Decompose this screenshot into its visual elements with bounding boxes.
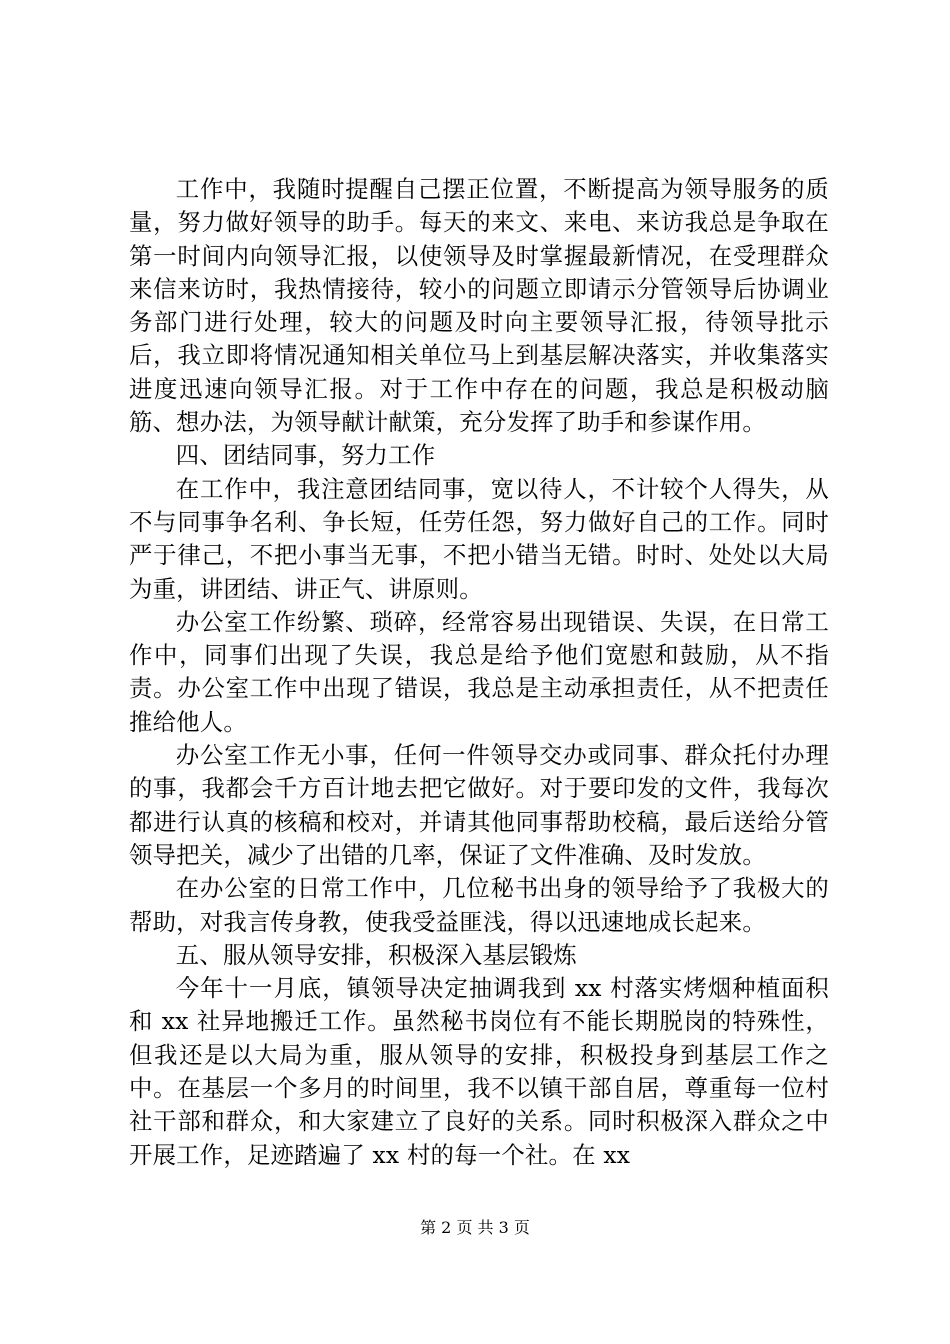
- page-footer: 第 2 页 共 3 页: [420, 1218, 530, 1237]
- paragraph-1: 工作中，我随时提醒自己摆正位置，不断提高为领导服务的质量，努力做好领导的助手。每天的来文、来电、来访我总是争取在第一时间内向领导汇报，以使领导及时掌握最新情况，在受理群众来信来访时，我热情接待，较小的问题立即请示分管领导后协调业务部门进行处理，较大的问题及时向主要领导汇报，待领导批示后，我立即将情况通知相关单位马上到基层解决落实，并收集落实进度迅速向领导汇报。对于工作中存在的问题，我总是积极动脑筋、想办法，为领导献计献策，充分发挥了助手和参谋作用。: [129, 175, 829, 437]
- paragraph-5: 在办公室的日常工作中，几位秘书出身的领导给予了我极大的帮助，对我言传身教，使我受益匪浅，得以迅速地成长起来。: [129, 874, 829, 936]
- section-heading-5: 五、服从领导安排，积极深入基层锻炼: [175, 940, 577, 969]
- document-body: [129, 173, 829, 1172]
- paragraph-4: 办公室工作无小事，任何一件领导交办或同事、群众托付办理的事，我都会千方百计地去把它做好。对于要印发的文件，我每次都进行认真的核稿和校对，并请其他同事帮助校稿，最后送给分管领导把关，减少了出错的几率，保证了文件准确、及时发放。: [129, 741, 829, 869]
- paragraph-6: 今年十一月底，镇领导决定抽调我到 xx 村落实烤烟种植面积和 xx 社异地搬迁工作。虽然秘书岗位有不能长期脱岗的特殊性，但我还是以大局为重，服从领导的安排，积极投身到基层工作之中。在基层一个多月的时间里，我不以镇干部自居，尊重每一位村社干部和群众，和大家建立了良好的关系。同时积极深入群众之中开展工作，足迹踏遍了 xx 村的每一个社。在 xx: [129, 974, 829, 1169]
- paragraph-2: 在工作中，我注意团结同事，宽以待人，不计较个人得失，从不与同事争名利、争长短，任劳任怨，努力做好自己的工作。同时严于律己，不把小事当无事，不把小错当无错。时时、处处以大局为重，讲团结、讲正气、讲原则。: [129, 474, 829, 603]
- paragraph-3: 办公室工作纷繁、琐碎，经常容易出现错误、失误，在日常工作中，同事们出现了失误，我总是给予他们宽慰和鼓励，从不指责。办公室工作中出现了错误，我总是主动承担责任，从不把责任推给他人。: [129, 607, 829, 736]
- section-heading-4: 四、团结同事，努力工作: [175, 441, 436, 470]
